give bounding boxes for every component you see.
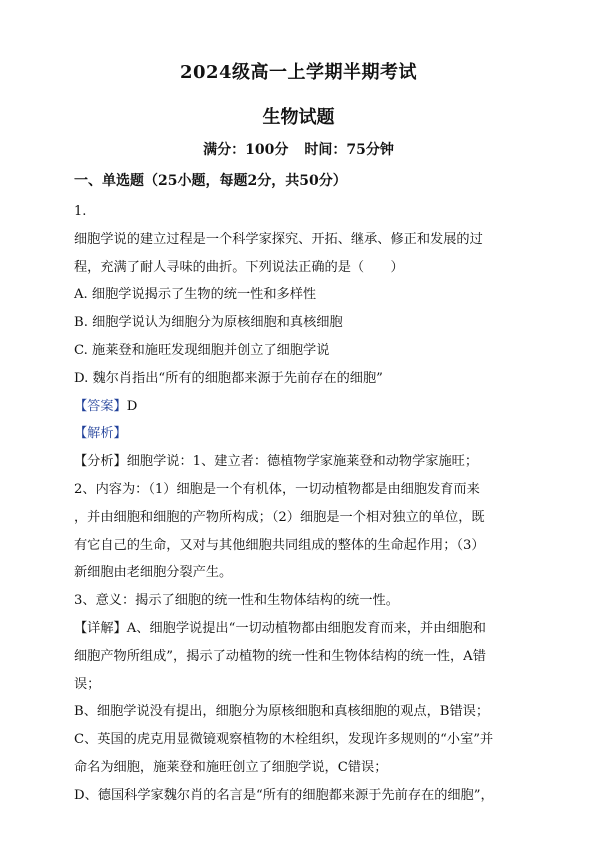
option-c: C. 施莱登和施旺发现细胞并创立了细胞学说 <box>74 342 330 358</box>
explanation-line: B、细胞学说没有提出，细胞分为原核细胞和真核细胞的观点，B错误； <box>74 704 490 720</box>
option-a: A. 细胞学说揭示了生物的统一性和多样性 <box>74 287 317 303</box>
question-stem-line: 程，充满了耐人寻味的曲折。下列说法正确的是（ ） <box>74 259 404 275</box>
exam-title: 2024级高一上学期半期考试 <box>179 62 418 83</box>
exam-meta <box>0 139 597 159</box>
analysis-tag: 【解析】 <box>74 426 127 442</box>
option-b: B. 细胞学说认为细胞分为原核细胞和真核细胞 <box>74 315 343 331</box>
explanation-line: 误； <box>74 676 101 692</box>
full-score: 满分：100分 <box>203 142 289 158</box>
explanation-line: 【分析】细胞学说：1、建立者：德植物学家施莱登和动物学家施旺； <box>74 454 479 470</box>
explanation-line: 有它自己的生命，又对与其他细胞共同组成的整体的生命起作用；（3） <box>74 537 485 553</box>
question-number: 1. <box>74 204 87 219</box>
subject-title: 生物试题 <box>262 107 335 128</box>
explanation-line: ，并由细胞和细胞的产物所构成；（2）细胞是一个相对独立的单位，既 <box>74 509 485 525</box>
explanation-line: 3、意义：揭示了细胞的统一性和生物体结构的统一性。 <box>74 593 399 609</box>
answer-tag: 【答案】 <box>74 398 127 414</box>
answer-line <box>74 393 526 421</box>
explanation-line: 【详解】A、细胞学说提出“一切动植物都由细胞发育而来，并由细胞和 <box>74 620 486 636</box>
exam-time: 时间：75分钟 <box>304 142 394 158</box>
section-heading: 一、单选题（25小题，每题2分，共50分） <box>74 173 347 189</box>
explanation-line: 新细胞由老细胞分裂产生。 <box>74 565 233 581</box>
option-d: D. 魏尔肖指出“所有的细胞都来源于先前存在的细胞” <box>74 370 383 386</box>
question-stem-line: 细胞学说的建立过程是一个科学家探究、开拓、继承、修正和发展的过 <box>74 231 483 247</box>
explanation-line: C、英国的虎克用显微镜观察植物的木栓组织，发现许多规则的“小室”并 <box>74 732 494 748</box>
explanation-line: 2、内容为：（1）细胞是一个有机体，一切动植物都是由细胞发育而来 <box>74 481 480 497</box>
answer-value: D <box>126 398 138 414</box>
explanation-line: 命名为细胞，施莱登和施旺创立了细胞学说，C错误； <box>74 759 388 775</box>
explanation-line: D、德国科学家魏尔肖的名言是“所有的细胞都来源于先前存在的细胞”， <box>74 787 494 803</box>
question-block <box>74 198 526 810</box>
explanation-line: 细胞产物所组成”，揭示了动植物的统一性和生物体结构的统一性，A错 <box>74 648 486 664</box>
